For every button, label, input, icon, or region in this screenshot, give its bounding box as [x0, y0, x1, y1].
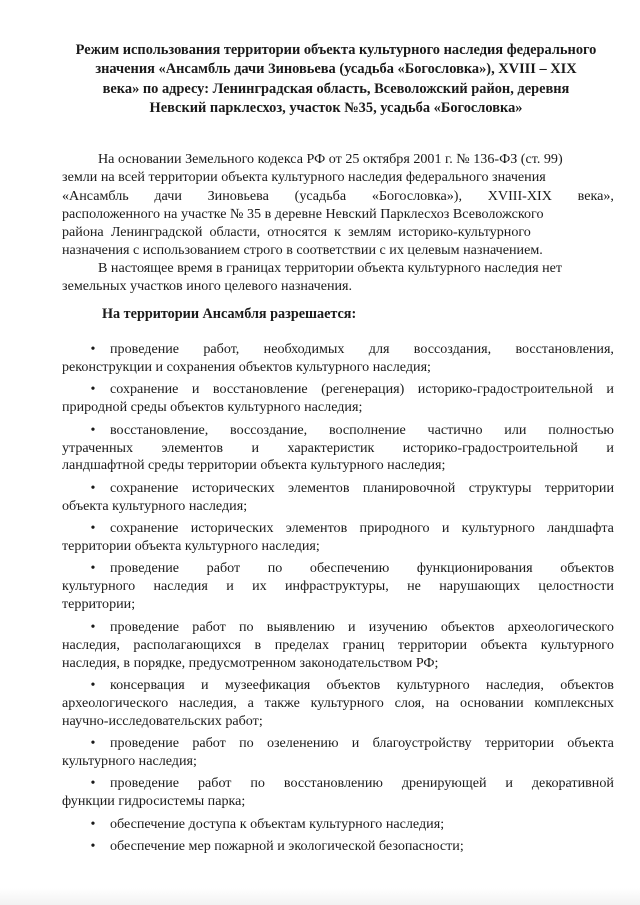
list-item-text: ландшафтной среды территории объекта культурного наследия; — [62, 457, 446, 474]
bullet-icon: • — [90, 838, 96, 855]
list-item-text: культурного наследия; — [62, 753, 197, 770]
bullet-icon: • — [90, 735, 96, 752]
list-item-text: территории; — [62, 596, 136, 613]
list-item — [62, 422, 614, 476]
list-item-first-line — [62, 560, 614, 578]
bullet-icon: • — [90, 815, 96, 832]
list-item — [62, 735, 614, 771]
section-subheading: На территории Ансамбля разрешается: — [102, 306, 357, 322]
word: XVIII-XIX — [487, 187, 552, 204]
word: Зиновьева — [207, 187, 269, 204]
list-item-first-line — [62, 480, 614, 498]
list-item — [62, 520, 614, 556]
list-item-text: объекта культурного наследия; — [62, 497, 248, 514]
list-item-first-line — [62, 838, 614, 856]
list-item-text: наследия, в порядке, предусмотренном законодательством РФ; — [62, 654, 439, 671]
list-item-text: проведение работ по озеленению и благоустройству территории объекта — [110, 735, 614, 752]
list-item-text: научно-исследовательских работ; — [62, 712, 263, 729]
title-line: Невский парклесхоз, участок №35, усадьба «Богословка» — [149, 100, 523, 117]
list-item-text: утраченных элементов и характеристик историко-градостроительной и — [62, 439, 614, 456]
list-item-text: обеспечение доступа к объектам культурного наследия; — [110, 815, 445, 832]
title-line: Режим использования территории объекта культурного наследия федерального — [75, 42, 597, 58]
paragraph-line: назначения с использованием строго в соответствии с их целевым назначением. — [62, 242, 543, 259]
list-item-first-line — [62, 677, 614, 695]
list-item — [62, 480, 614, 516]
word: «Ансамбль — [62, 187, 129, 204]
list-item-text: проведение работ по выявлению и изучению объектов археологического — [110, 618, 614, 635]
document-title — [58, 41, 614, 119]
bullet-icon: • — [90, 618, 96, 635]
list-item-text: проведение работ по восстановлению дренирующей и декоративной — [110, 775, 614, 792]
list-item-text: обеспечение мер пожарной и экологической безопасности; — [110, 838, 464, 855]
list-item — [62, 341, 614, 377]
paragraph-line-justified — [62, 187, 614, 205]
list-item-first-line — [62, 619, 614, 637]
bullet-icon: • — [90, 560, 96, 577]
list-item-text: наследия, располагающихся в пределах границ территории объекта культурного — [62, 636, 614, 653]
list-item-text: сохранение и восстановление (регенерация) историко-градостроительной и — [110, 381, 614, 398]
permitted-activities-list — [62, 341, 614, 861]
bullet-icon: • — [90, 520, 96, 537]
list-item-first-line — [62, 341, 614, 359]
list-item-first-line — [62, 775, 614, 793]
list-item-text: восстановление, воссоздание, восполнение частично или полностью — [110, 421, 614, 438]
list-item-text: сохранение исторических элементов природного и культурного ландшафта — [110, 520, 614, 537]
list-item — [62, 775, 614, 811]
list-item-text: природной среды объектов культурного наследия; — [62, 399, 363, 416]
paragraph-land-category — [62, 150, 614, 260]
paragraph-line: земельных участков иного целевого назначения. — [62, 278, 353, 295]
list-item — [62, 677, 614, 731]
list-item — [62, 816, 614, 834]
paragraph-line: На основании Земельного кодекса РФ от 25 октября 2001 г. № 136-ФЗ (ст. 99) — [98, 151, 563, 167]
word: (усадьба — [294, 187, 347, 204]
list-item-text: культурного наследия и их инфраструктуры, не нарушающих целостности — [62, 578, 614, 595]
list-item-text: консервация и музеефикация объектов культурного наследия, объектов — [110, 676, 614, 693]
list-item-first-line — [62, 520, 614, 538]
list-item-text: реконструкции и сохранения объектов культурного наследия; — [62, 358, 431, 375]
bullet-icon: • — [90, 479, 96, 496]
bullet-icon: • — [90, 341, 96, 357]
list-item-text: функции гидросистемы парка; — [62, 793, 246, 810]
paragraph-line: В настоящее время в границах территории объекта культурного наследия нет — [98, 260, 563, 276]
bullet-icon: • — [90, 381, 96, 398]
word: «Богословка»), — [371, 187, 462, 204]
list-item — [62, 838, 614, 856]
list-item-text: проведение работ, необходимых для воссоздания, восстановления, — [110, 341, 614, 357]
paragraph-line: земли на всей территории объекта культурного наследия федерального значения — [62, 169, 546, 186]
list-item-first-line — [62, 816, 614, 834]
list-item-text: проведение работ по обеспечению функционирования объектов — [110, 560, 614, 577]
paragraph-line: района Ленинградской области, относятся к землям историко-культурного — [62, 224, 531, 241]
bullet-icon: • — [90, 421, 96, 438]
title-line: века» по адресу: Ленинградская область, Всеволожский район, деревня — [102, 80, 570, 97]
list-item-text: территории объекта культурного наследия; — [62, 538, 320, 555]
list-item-text: археологического наследия, а также культурного слоя, на основании комплексных — [62, 694, 614, 711]
word: века», — [577, 187, 614, 204]
list-item — [62, 381, 614, 417]
paragraph-no-other-plots — [62, 259, 614, 296]
title-line: значения «Ансамбль дачи Зиновьева (усадьба «Богословка»), XVIII – XIX — [95, 61, 577, 78]
list-item — [62, 560, 614, 614]
scan-edge — [0, 888, 640, 905]
list-item-first-line — [62, 422, 614, 440]
list-item — [62, 619, 614, 673]
list-item-text: сохранение исторических элементов планировочной структуры территории — [110, 479, 614, 496]
list-item-first-line — [62, 735, 614, 753]
paragraph-line: расположенного на участке № 35 в деревне Невский Парклесхоз Всеволожского — [62, 205, 544, 222]
bullet-icon: • — [90, 775, 96, 792]
bullet-icon: • — [90, 676, 96, 693]
list-item-first-line — [62, 381, 614, 399]
word: дачи — [154, 187, 182, 204]
